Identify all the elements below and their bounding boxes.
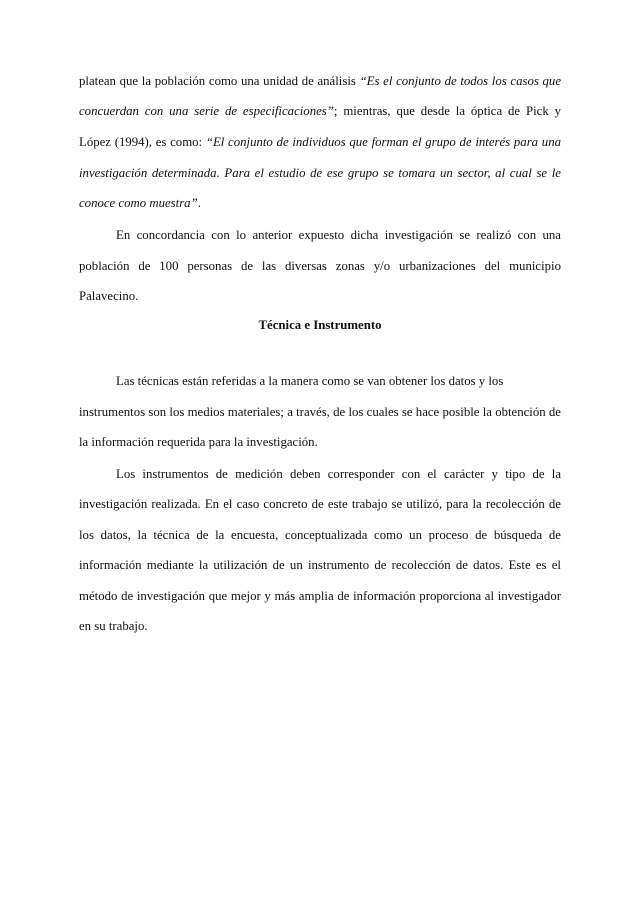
p4-line-4: información mediante la utilización de un instrumento de recolección de datos. Este es el	[79, 558, 561, 572]
p1-line-5-text: .	[197, 196, 201, 210]
p2-line-3: Palavecino.	[79, 289, 139, 303]
p2-line-1: En concordancia con lo anterior expuesto dicha investigación se realizó con una	[116, 228, 561, 242]
p1-line-5	[79, 195, 561, 211]
p4-line-1: Los instrumentos de medición deben corresponder con el carácter y tipo de la	[116, 467, 561, 481]
p4-line-5: método de investigación que mejor y más amplia de información proporciona al investigador	[79, 589, 561, 603]
p1-line-1-quote: “Es el conjunto de todos los casos que	[359, 74, 561, 88]
p3-line-2: instrumentos son los medios materiales; a través, de los cuales se hace posible la obtención de	[79, 405, 561, 419]
p1-line-2	[79, 103, 561, 119]
p4-line-2: investigación realizada. En el caso concreto de este trabajo se utilizó, para la recolección de	[79, 497, 561, 511]
p1-line-4	[79, 165, 561, 181]
p1-line-3-text: López (1994), es como:	[79, 135, 206, 149]
p4-line-6: en su trabajo.	[79, 619, 148, 633]
p1-line-4-quote: investigación determinada. Para el estudio de ese grupo se tomara un sector, al cual se le	[79, 166, 561, 180]
p1-line-3	[79, 134, 561, 150]
p1-line-3-quote: “El conjunto de individuos que forman el grupo de interés para una	[205, 135, 561, 149]
p4-line-3: los datos, la técnica de la encuesta, conceptualizada como un proceso de búsqueda de	[79, 528, 561, 542]
p3-line-3: la información requerida para la investigación.	[79, 435, 318, 449]
p1-line-1-text: platean que la población como una unidad de análisis	[79, 74, 360, 88]
p3-line-1: Las técnicas están referidas a la manera como se van obtener los datos y los	[116, 374, 504, 388]
section-heading: Técnica e Instrumento	[258, 318, 382, 332]
p2-line-2: población de 100 personas de las diversas zonas y/o urbanizaciones del municipio	[79, 259, 561, 273]
p1-line-2-quote: concuerdan con una serie de especificaciones”	[79, 104, 334, 118]
p1-line-1	[79, 73, 561, 89]
p1-line-5-quote: conoce como muestra”	[79, 196, 198, 210]
p1-line-2-text: ; mientras, que desde la óptica de Pick y	[333, 104, 562, 118]
